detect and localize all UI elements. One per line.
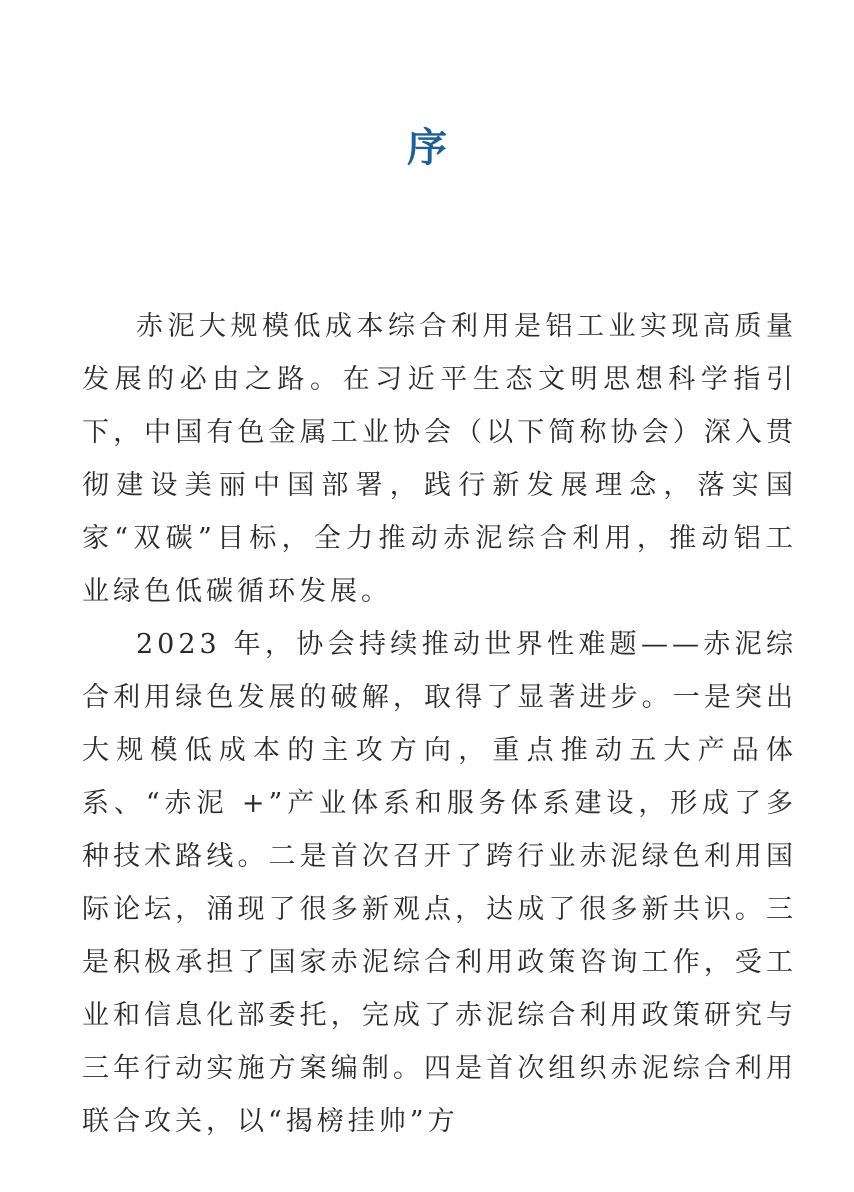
paragraph-1: 赤泥大规模低成本综合利用是铝工业实现高质量发展的必由之路。在习近平生态文明思想科学指引下，中国有色金属工业协会（以下简称协会）深入贯彻建设美丽中国部署，践行新发展理念，落实国家“双碳”目标，全力推动赤泥综合利用，推动铝工业绿色低碳循环发展。 bbox=[82, 311, 797, 607]
body-text bbox=[82, 300, 797, 1148]
paragraph-2: 2023 年，协会持续推动世界性难题——赤泥综合利用绿色发展的破解，取得了显著进步。一是突出大规模低成本的主攻方向，重点推动五大产品体系、“赤泥 +”产业体系和服务体系建设，形成了多种技术路线。二是首次召开了跨行业赤泥绿色利用国际论坛，涌现了很多新观点，达成了很多新共识。三是积极承担了国家赤泥综合利用政策咨询工作，受工业和信息化部委托，完成了赤泥综合利用政策研究与三年行动实施方案编制。四是首次组织赤泥综合利用联合攻关，以“揭榜挂帅”方 bbox=[82, 629, 797, 1137]
page-title: 序 bbox=[407, 124, 447, 171]
